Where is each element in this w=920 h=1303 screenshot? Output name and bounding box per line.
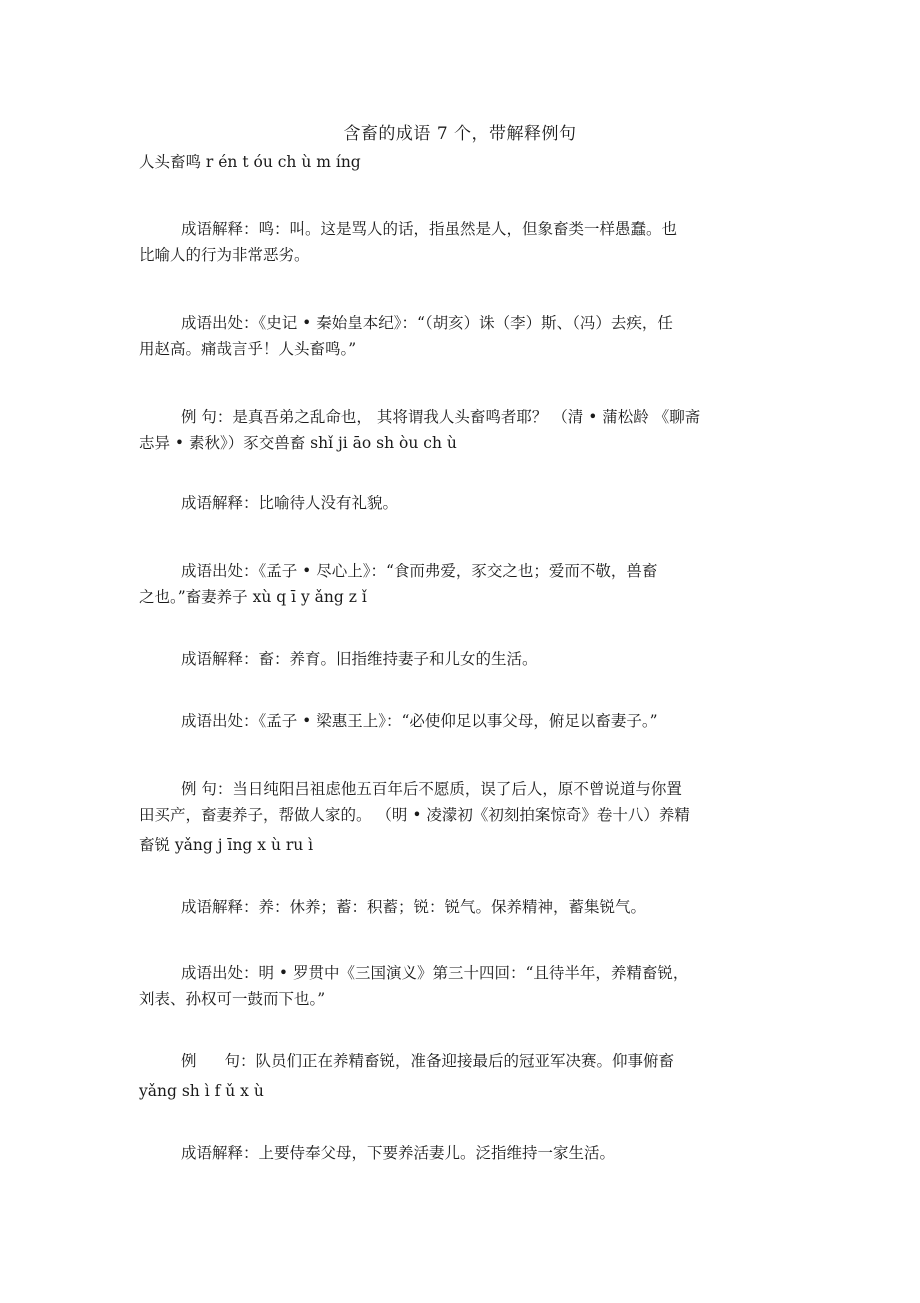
explanation-line: 成语解释：比喻待人没有礼貌。: [181, 494, 399, 512]
page-title: 含畜的成语 7 个，带解释例句: [343, 124, 577, 144]
example-text: 句：队员们正在养精畜锐，准备迎接最后的冠亚军决赛。仰事俯畜: [224, 1052, 675, 1070]
explanation-line: 成语解释：鸣：叫。这是骂人的话，指虽然是人，但象畜类一样愚蠢。也: [181, 220, 678, 238]
source-line: 成语出处：《孟子 • 尽心上》：“食而弗爱，豕交之也；爱而不敬，兽畜: [181, 562, 658, 580]
source-line: 成语出处：明 • 罗贯中《三国演义》第三十四回：“且待半年，养精畜锐，: [181, 964, 689, 982]
example-line: 例 句：当日纯阳吕祖虑他五百年后不愿质，误了后人，原不曾说道与你置: [181, 780, 682, 798]
source-line: 成语出处：《孟子 • 梁惠王上》：“必使仰足以事父母，俯足以畜妻子。”: [181, 712, 658, 730]
explanation-line: 比喻人的行为非常恶劣。: [139, 246, 310, 264]
example-line: 田买产，畜妻养子，帮做人家的。 （明 • 凌濛初《初刻拍案惊奇》卷十八）养精: [139, 806, 690, 824]
source-line: 成语出处：《史记 • 秦始皇本纪》：“（胡亥）诛（李）斯、（冯）去疾，任: [181, 314, 673, 332]
source-line: 用赵高。痛哉言乎！人头畜鸣。”: [139, 340, 357, 358]
explanation-line: 成语解释：畜：养育。旧指维持妻子和儿女的生活。: [181, 650, 538, 668]
idiom-heading-yang-jing-xu-rui: 畜锐 yǎng j īng x ù ru ì: [139, 836, 314, 854]
explanation-line: 成语解释：上要侍奉父母，下要养活妻儿。泛指维持一家生活。: [181, 1144, 616, 1162]
explanation-line: 成语解释：养：休养；蓄：积蓄；锐：锐气。保养精神，蓄集锐气。: [181, 898, 647, 916]
example-line: 志异 • 素秋》）豕交兽畜 shǐ ji āo sh òu ch ù: [139, 434, 457, 452]
example-line: [181, 1051, 779, 1071]
source-line: 之也。”畜妻养子 xù q ī y ǎng z ǐ: [139, 588, 367, 606]
idiom-heading-ren-tou-chu-ming: 人头畜鸣 r én t óu ch ù m íng: [139, 153, 361, 171]
example-label: 例: [181, 1052, 197, 1070]
idiom-heading-yang-shi-fu-xu: yǎng sh ì f ǔ x ù: [139, 1082, 264, 1100]
source-line: 刘表、孙权可一鼓而下也。”: [139, 990, 326, 1008]
example-line: 例 句：是真吾弟之乱命也， 其将谓我人头畜鸣者耶？ （清 • 蒲松龄 《聊斋: [181, 408, 701, 426]
